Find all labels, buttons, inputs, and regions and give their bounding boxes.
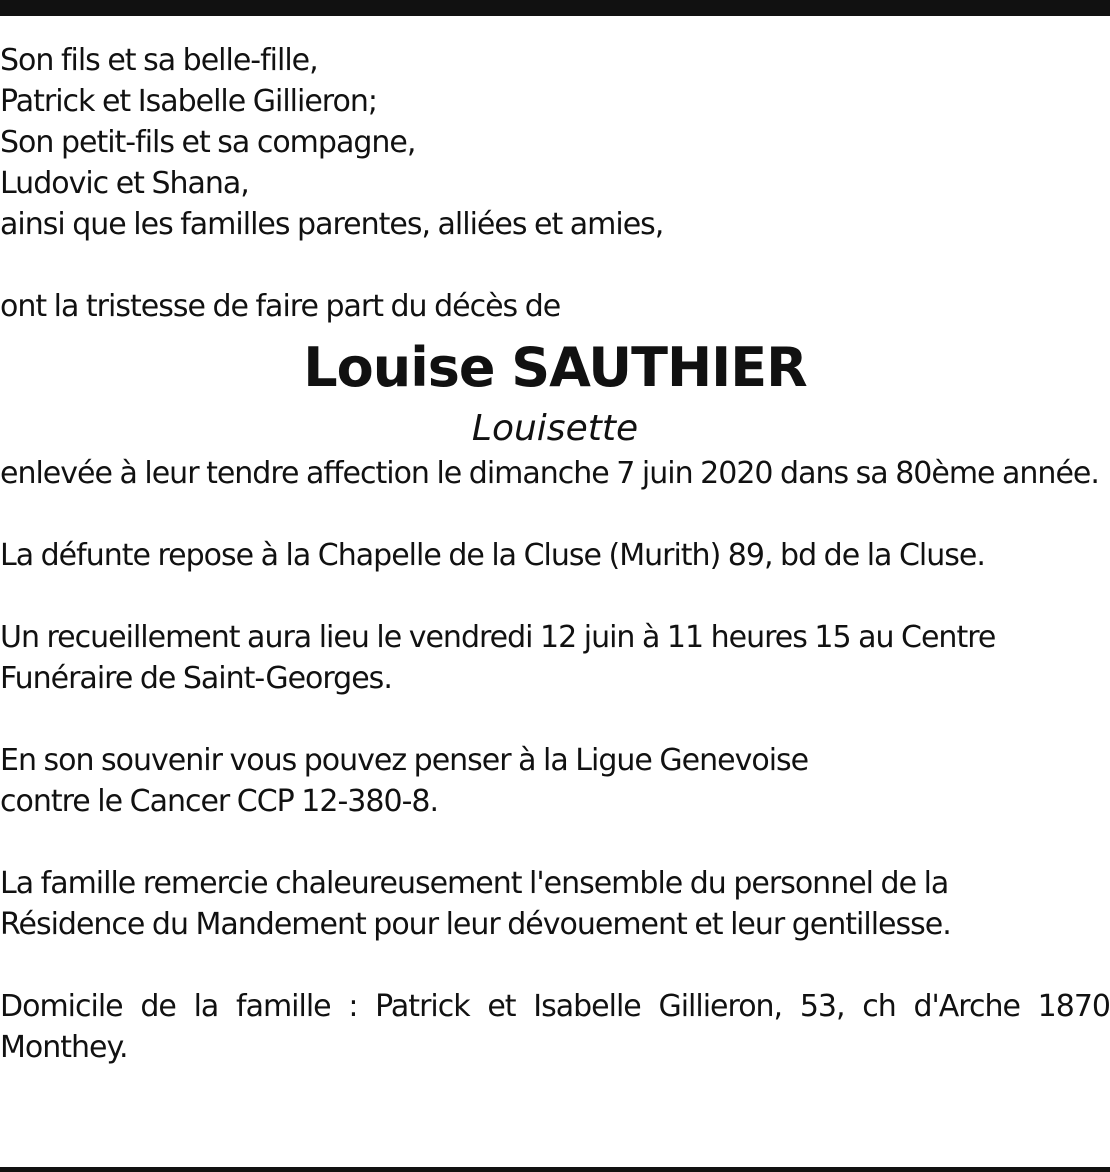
ceremony-line-1: Un recueillement aura lieu le vendredi 12 juin à 11 heures 15 au Centre: [0, 620, 996, 655]
domicile-paragraph: Domicile de la famille : Patrick et Isabelle Gillieron, 53, ch d'Arche 1870 Monthey.: [0, 989, 1110, 1065]
obituary-notice: [0, 40, 1110, 1068]
family-line-4: Ludovic et Shana,: [0, 166, 249, 201]
family-line-3: Son petit-fils et sa compagne,: [0, 125, 416, 160]
family-line-2: Patrick et Isabelle Gillieron;: [0, 84, 377, 119]
deceased-name: Louise SAUTHIER: [303, 336, 807, 399]
deceased-nickname: Louisette: [471, 408, 639, 449]
bottom-border-rule: [0, 1167, 1110, 1172]
rest-paragraph: La défunte repose à la Chapelle de la Cluse (Murith) 89, bd de la Cluse.: [0, 538, 985, 573]
thanks-line-1: La famille remercie chaleureusement l'ensemble du personnel de la: [0, 866, 949, 901]
donation-line-1: En son souvenir vous pouvez penser à la Ligue Genevoise: [0, 743, 809, 778]
ceremony-line-2: Funéraire de Saint-Georges.: [0, 661, 392, 696]
donation-line-2: contre le Cancer CCP 12-380-8.: [0, 784, 439, 819]
family-line-1: Son fils et sa belle-fille,: [0, 43, 318, 78]
announcement-text: ont la tristesse de faire part du décès de: [0, 289, 561, 324]
thanks-line-2: Résidence du Mandement pour leur dévouement et leur gentillesse.: [0, 907, 951, 942]
top-border-rule: [0, 0, 1110, 16]
family-line-5: ainsi que les familles parentes, alliées et amies,: [0, 207, 664, 242]
death-paragraph: enlevée à leur tendre affection le dimanche 7 juin 2020 dans sa 80ème année.: [0, 456, 1099, 491]
